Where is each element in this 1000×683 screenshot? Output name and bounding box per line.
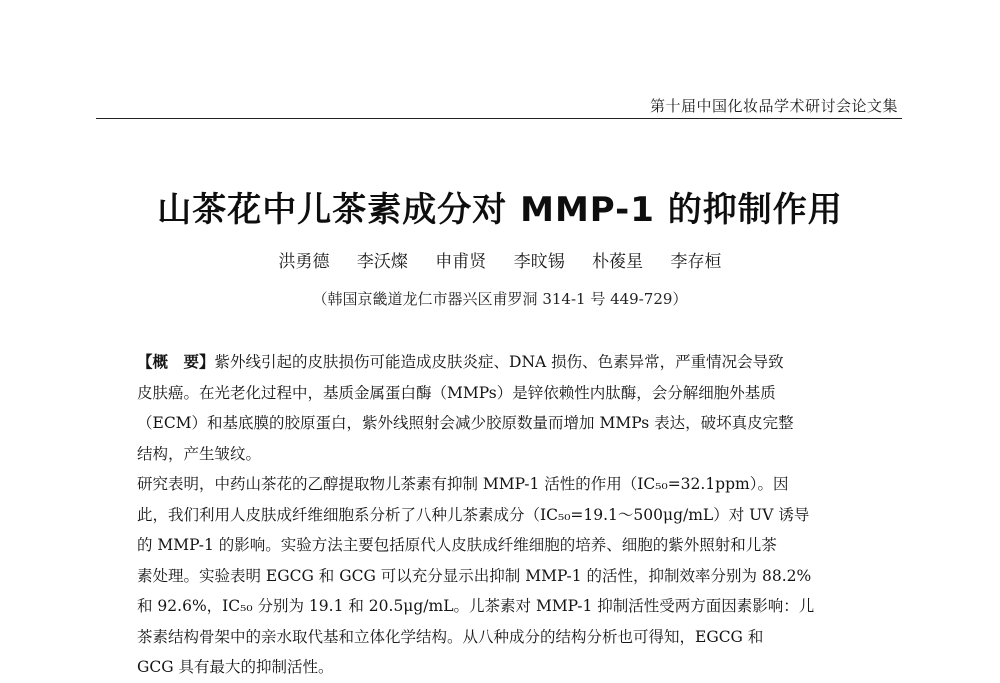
abstract-line: 皮肤癌。在光老化过程中，基质金属蛋白酶（MMPs）是锌依赖性内肽酶，会分解细胞外基质 <box>137 383 776 402</box>
abstract <box>137 347 864 683</box>
abstract-label: 【概 要】 <box>137 352 215 371</box>
proceedings-header: 第十届中国化妆品学术研讨会论文集 <box>649 97 898 115</box>
abstract-line <box>137 347 864 378</box>
abstract-line: 结构，产生皱纹。 <box>137 444 262 463</box>
author-list: 洪勇德 李沃燦 申甫贤 李旼锡 朴葰星 李存桓 <box>278 252 722 272</box>
header-rule <box>96 118 902 119</box>
abstract-line: 和 92.6%，IC₅₀ 分别为 19.1 和 20.5μg/mL。儿茶素对 MMP-1 抑制活性受两方面因素影响：儿 <box>137 597 815 615</box>
abstract-line: 此，我们利用人皮肤成纤维细胞系分析了八种儿茶素成分（IC₅₀=19.1～500μg/mL）对 UV 诱导 <box>137 505 810 524</box>
abstract-paragraph-2 <box>137 469 864 683</box>
abstract-line: 茶素结构骨架中的亲水取代基和立体化学结构。从八种成分的结构分析也可得知，EGCG 和 <box>137 627 764 646</box>
paper-title: 山茶花中儿茶素成分对 MMP-1 的抑制作用 <box>157 190 843 230</box>
abstract-line: 素处理。实验表明 EGCG 和 GCG 可以充分显示出抑制 MMP-1 的活性，抑制效率分别为 88.2% <box>137 566 812 585</box>
abstract-paragraph-1 <box>137 347 864 469</box>
abstract-text: 紫外线引起的皮肤损伤可能造成皮肤炎症、DNA 损伤、色素异常，严重情况会导致 <box>214 353 784 371</box>
affiliation: （韩国京畿道龙仁市器兴区甫罗洞 314-1 号 449-729） <box>312 290 688 308</box>
abstract-line: GCG 具有最大的抑制活性。 <box>137 658 334 676</box>
abstract-line: （ECM）和基底膜的胶原蛋白，紫外线照射会减少胶原数量而增加 MMPs 表达，破坏真皮完整 <box>137 414 794 432</box>
abstract-line: 的 MMP-1 的影响。实验方法主要包括原代人皮肤成纤维细胞的培养、细胞的紫外照射和儿茶 <box>137 536 777 554</box>
abstract-line: 研究表明，中药山茶花的乙醇提取物儿茶素有抑制 MMP-1 活性的作用（IC₅₀=32.1ppm）。因 <box>137 475 789 493</box>
